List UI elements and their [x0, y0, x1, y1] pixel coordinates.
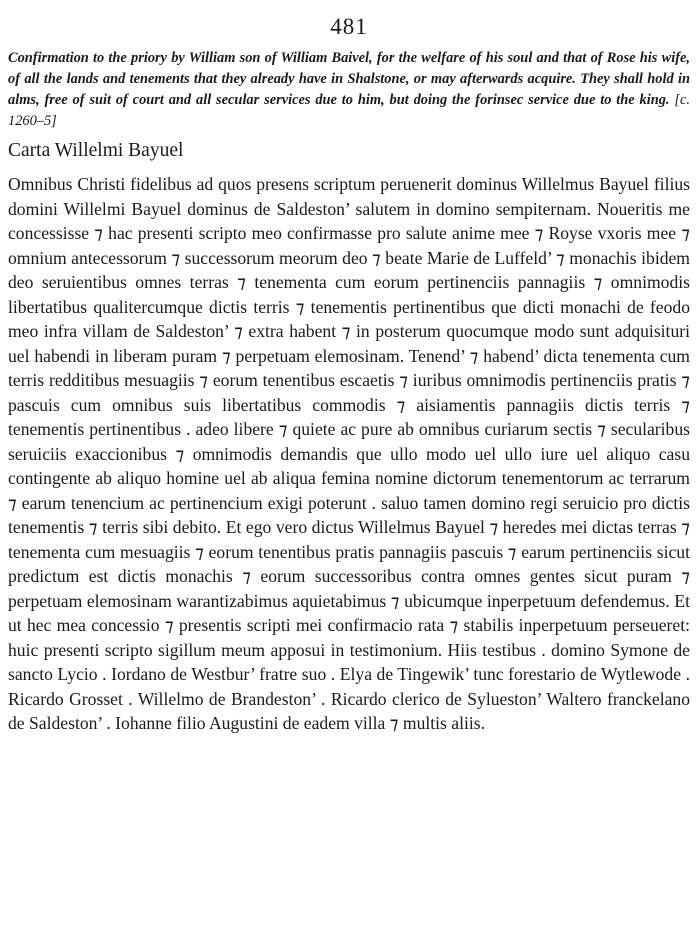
charter-summary — [8, 48, 690, 132]
charter-body: Omnibus Christi fidelibus ad quos presens scriptum peruenerit dominus Willelmus Bayuel filius domini Willelmi Bayuel dominus de Saldeston’ salutem in domino sempiternam. Noueritis me concessisse ⁊ hac presenti scripto meo confirmasse pro salute anime mee ⁊ Royse vxoris mee ⁊ omnium antecessorum ⁊ successorum meorum deo ⁊ beate Marie de Luffeld’ ⁊ monachis ibidem deo seruientibus omnes terras ⁊ tenementa cum eorum pertinenciis pannagiis ⁊ omnimodis libertatibus qualitercumque dictis terris ⁊ tenementis pertinentibus que dicti monachi de feodo meo infra villam de Saldeston’ ⁊ extra habent ⁊ in posterum quocumque modo sunt adquisituri uel habendi in liberam puram ⁊ perpetuam elemosinam. Tenend’ ⁊ habend’ dicta tenementa cum terris redditibus mesuagiis ⁊ eorum tenentibus escaetis ⁊ iuribus omnimodis pertinenciis pratis ⁊ pascuis cum omnibus suis libertatibus commodis ⁊ aisiamentis pannagiis dictis terris ⁊ tenementis pertinentibus . adeo libere ⁊ quiete ac pure ab omnibus curiarum sectis ⁊ secularibus seruiciis exaccionibus ⁊ omnimodis demandis que ullo modo uel ullo iure uel aliquo casu contingente ab aliquo homine uel ab aliqua femina nomine dictorum tenementorum ac terrarum ⁊ earum tenencium ac pertinencium exigi poterunt . saluo tamen domino regi seruicio pro dictis tenementis ⁊ terris sibi debito. Et ego vero dictus Willelmus Bayuel ⁊ heredes mei dictas terras ⁊ tenementa cum mesuagiis ⁊ eorum tenentibus pratis pannagiis pascuis ⁊ earum pertinenciis sicut predictum est dictis monachis ⁊ eorum successoribus contra omnes gentes sicut puram ⁊ perpetuam elemosinam warantizabimus aquietabimus ⁊ ubicumque inperpetuum defendemus. Et ut hec mea concessio ⁊ presentis scripti mei confirmacio rata ⁊ stabilis inperpetuum perseueret: huic presenti scripto sigillum meum apposui in testimonium. Hiis testibus . domino Symone de sancto Lycio . Iordano de Westbur’ fratre suo . Elya de Tingewik’ tunc forestario de Wytlewode . Ricardo Grosset . Willelmo de Brandeston’ . Ricardo clerico de Sylueston’ Waltero franckelano de Saldeston’ . Iohanne filio Augustini de eadem villa ⁊ multis aliis. — [8, 174, 690, 733]
summary-text: Confirmation to the priory by William son of William Baivel, for the welfare of his soul and that of Rose his wife, of all the lands and tenements that they already have in Shalstone, or may afterwards acquire. They shall hold in alms, free of suit of court and all secular services due to him, but doing the forinsec service due to the king. — [8, 50, 690, 108]
page-number: 481 — [330, 14, 368, 39]
charter-title: Carta Willelmi Bayuel — [8, 140, 184, 161]
summary-date: [c. 1260–5] — [8, 92, 690, 129]
